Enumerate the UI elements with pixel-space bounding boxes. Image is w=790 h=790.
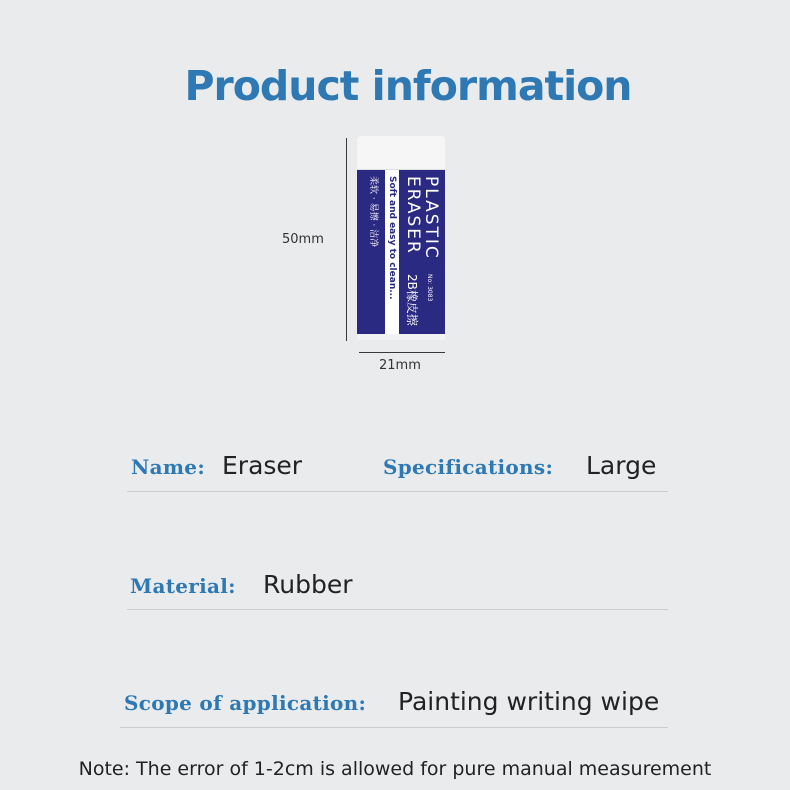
name-value: Eraser: [222, 451, 303, 480]
specifications-label: Specifications:: [383, 455, 554, 479]
row-divider: [120, 727, 668, 728]
page-title: Product information: [184, 62, 632, 110]
height-dimension-line: [346, 138, 347, 341]
specifications-value: Large: [586, 451, 657, 480]
eraser-brand-line2: ERASER: [403, 176, 423, 255]
material-label: Material:: [130, 574, 236, 598]
width-dimension-line: [359, 352, 445, 353]
eraser-brand-line1: PLASTIC: [421, 176, 441, 260]
row-divider: [127, 491, 668, 492]
eraser-exposed-rubber: [357, 136, 445, 170]
eraser-sleeve-print: [357, 170, 445, 334]
height-dimension-label: 50mm: [282, 232, 324, 247]
width-dimension-label: 21mm: [379, 358, 421, 373]
scope-label: Scope of application:: [124, 691, 367, 715]
eraser-bottom-edge: [357, 334, 445, 340]
eraser-chinese-slogan: 柔软 · 易擦 · 洁净: [368, 176, 378, 248]
eraser-product-image: [357, 136, 445, 340]
row-divider: [127, 609, 668, 610]
name-label: Name:: [131, 455, 206, 479]
eraser-number: No: 3083: [426, 274, 433, 302]
eraser-grade: 2B橡皮擦: [405, 274, 419, 326]
eraser-slogan-strip: Soft and easy to clean...: [385, 170, 399, 334]
scope-value: Painting writing wipe: [398, 687, 660, 716]
material-value: Rubber: [263, 570, 353, 599]
eraser-sleeve: [357, 170, 445, 334]
measurement-note: Note: The error of 1-2cm is allowed for pure manual measurement: [78, 758, 712, 780]
